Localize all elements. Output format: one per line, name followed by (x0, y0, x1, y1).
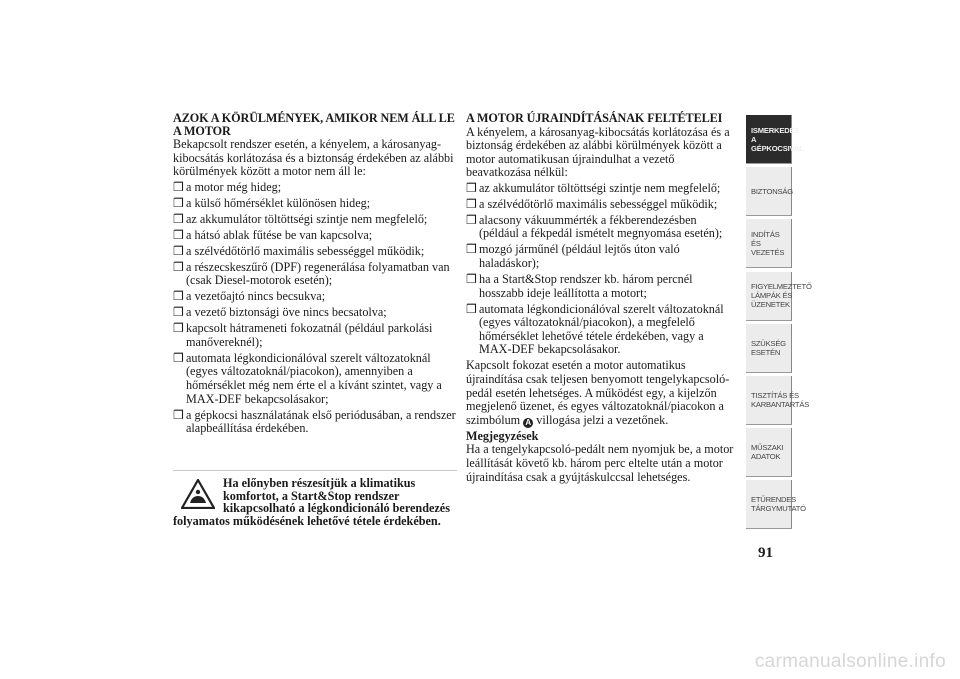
list-item (466, 198, 738, 212)
warning-line-4: folyamatos működésének lehetővé tétele érdekében. (173, 513, 441, 528)
restart-paragraph-text: Kapcsolt fokozat esetén a motor automatikus újraindítása csak teljesen benyomott tengelykapcsoló-pedál esetén lehetséges. A működést egy, a kijelzőn megjelenő üzenet, és egyes változatoknál/piacokon a szimbólum (466, 358, 730, 427)
checkbox-bullet-icon: ❒ (173, 243, 184, 258)
checkbox-bullet-icon: ❒ (466, 272, 477, 286)
page-number: 91 (758, 545, 773, 561)
chapter-tab-label: TISZTÍTÁS ÉS KARBANTARTÁS (751, 390, 810, 409)
chapter-tab-label: INDÍTÁS ÉS VEZETÉS (751, 229, 785, 257)
list-item (466, 303, 738, 357)
chapter-tabs (746, 115, 812, 533)
list-item-text: automata légkondicionálóval szerelt változatoknál (egyes változatoknál/piacokon), a megfelelő hőmérséklet lehetővé tétele érdekében, vagy a MAX-DEF bekapcsolásakor. (479, 301, 724, 357)
list-item-text: a szélvédőtörlő maximális sebességgel működik; (479, 196, 718, 211)
list-item (173, 213, 457, 227)
list-item (173, 409, 457, 436)
watermark: carmanualsonline.info (754, 651, 946, 672)
chapter-tab[interactable] (746, 376, 810, 425)
list-item-text: a külső hőmérséklet különösen hideg; (186, 195, 371, 210)
checkbox-bullet-icon: ❒ (466, 196, 477, 211)
list-item (173, 352, 457, 406)
list-item-text: a vezetőajtó nincs becsukva; (186, 289, 326, 304)
list-item-text: a motor még hideg; (186, 179, 282, 194)
chapter-tab[interactable] (746, 219, 792, 268)
list-item-text: az akkumulátor töltöttségi szintje nem megfelelő; (186, 211, 428, 226)
section-heading-left: AZOK A KÖRÜLMÉNYEK, AMIKOR NEM ÁLL LE A MOTOR (173, 111, 455, 138)
chapter-tab-label: MŰSZAKI ADATOK (751, 443, 784, 462)
chapter-tab[interactable] (746, 272, 812, 321)
list-item (173, 261, 457, 288)
warning-line-2: komfortot, a Start&Stop rendszer (223, 488, 400, 503)
list-item (173, 197, 457, 211)
section-heading-right: A MOTOR ÚJRAINDÍTÁSÁNAK FELTÉTELEI (466, 111, 723, 125)
checkbox-bullet-icon: ❒ (173, 227, 184, 242)
chapter-tab-label: SZÜKSÉG ESETÉN (751, 338, 786, 357)
checkbox-bullet-icon: ❒ (173, 211, 184, 226)
list-item (466, 214, 738, 241)
chapter-tab[interactable] (746, 428, 792, 477)
chapter-tab[interactable] (746, 324, 792, 373)
list-item-text: a részecskeszűrő (DPF) regenerálása folyamatban van (csak Diesel-motorok esetén); (186, 259, 450, 288)
right-condition-list (466, 182, 738, 357)
restart-paragraph-text-end: villogása jelzi a vezetőnek. (536, 412, 669, 427)
chapter-tab-label: FIGYELMEZTETŐ LÁMPÁK ÉS ÜZENETEK (751, 282, 812, 310)
list-item-text: a gépkocsi használatának első periódusában, a rendszer alapbeállítása érdekében. (186, 407, 456, 436)
list-item (466, 243, 738, 270)
chapter-tab[interactable] (746, 115, 804, 164)
warning-triangle-icon (181, 479, 215, 509)
list-item (173, 290, 457, 304)
warning-line-3: kikapcsolható a légkondicionáló berendezés (223, 501, 450, 516)
list-item (173, 245, 457, 259)
warning-line-1: Ha előnyben részesítjük a klimatikus (223, 476, 416, 490)
notes-text: Ha a tengelykapcsoló-pedált nem nyomjuk be, a motor leállítását követő kb. három perc eltelte után a motor újraindítása csak a gyújtáskulccsal lehetséges. (466, 442, 734, 484)
list-item-text: kapcsolt hátrameneti fokozatnál (például parkolási manővereknél); (186, 321, 433, 349)
checkbox-bullet-icon: ❒ (173, 407, 184, 422)
list-item (173, 181, 457, 195)
left-column (173, 112, 457, 438)
chapter-tab-label: ETŰRENDES TÁRGYMUTATÓ (751, 495, 806, 514)
list-item (173, 322, 457, 349)
list-item-text: ha a Start&Stop rendszer kb. három percnél hosszabb ideje leállította a motort; (479, 272, 693, 300)
list-item-text: alacsony vákuummérték a fékberendezésben (például a fékpedál ismételt megnyomása esetén); (479, 212, 723, 241)
checkbox-bullet-icon: ❒ (466, 301, 477, 316)
chapter-tab[interactable] (746, 167, 792, 216)
checkbox-bullet-icon: ❒ (466, 242, 477, 257)
checkbox-bullet-icon: ❒ (173, 179, 184, 194)
chapter-tab-label: BIZTONSÁG (751, 186, 793, 196)
list-item-text: a szélvédőtörlő maximális sebességgel működik; (186, 243, 425, 258)
left-condition-list (173, 181, 457, 436)
list-item (173, 229, 457, 243)
left-intro: Bekapcsolt rendszer esetén, a kényelem, a károsanyag-kibocsátás korlátozása és a biztonság érdekében az alábbi körülmények között a motor nem áll le: (173, 137, 454, 179)
restart-paragraph (466, 359, 738, 427)
warning-divider (173, 470, 457, 471)
checkbox-bullet-icon: ❒ (173, 305, 184, 320)
list-item-text: a vezető biztonsági öve nincs becsatolva; (186, 305, 387, 320)
right-intro: A kényelem, a károsanyag-kibocsátás korlátozása és a biztonság érdekében az alábbi körülmények között a motor automatikusan újraindulhat a vezető beavatkozása nélkül: (466, 124, 730, 180)
checkbox-bullet-icon: ❒ (173, 350, 184, 365)
checkbox-bullet-icon: ❒ (173, 289, 184, 304)
list-item-text: automata légkondicionálóval szerelt változatoknál (egyes változatoknál/piacokon), amennyiben a hőmérséklet még nem érte el a kívánt szintet, vagy a MAX-DEF bekapcsolásakor; (186, 350, 442, 406)
chapter-tab[interactable] (746, 480, 806, 529)
list-item-text: mozgó járműnél (például lejtős úton való haladáskor); (479, 242, 680, 271)
start-stop-symbol-icon: A (523, 418, 533, 428)
list-item (466, 182, 738, 196)
notes-heading: Megjegyzések (466, 428, 539, 443)
checkbox-bullet-icon: ❒ (466, 180, 477, 195)
checkbox-bullet-icon: ❒ (466, 212, 477, 227)
list-item-text: a hátsó ablak fűtése be van kapcsolva; (186, 227, 373, 242)
list-item-text: az akkumulátor töltöttségi szintje nem megfelelő; (479, 180, 721, 195)
checkbox-bullet-icon: ❒ (173, 259, 184, 274)
checkbox-bullet-icon: ❒ (173, 195, 184, 210)
list-item (466, 273, 738, 300)
chapter-tab-label: ISMERKEDÉS A GÉPKOCSIVAL (751, 125, 804, 153)
right-column (466, 112, 738, 486)
warning-note (173, 477, 457, 527)
list-item (173, 306, 457, 320)
checkbox-bullet-icon: ❒ (173, 321, 184, 336)
